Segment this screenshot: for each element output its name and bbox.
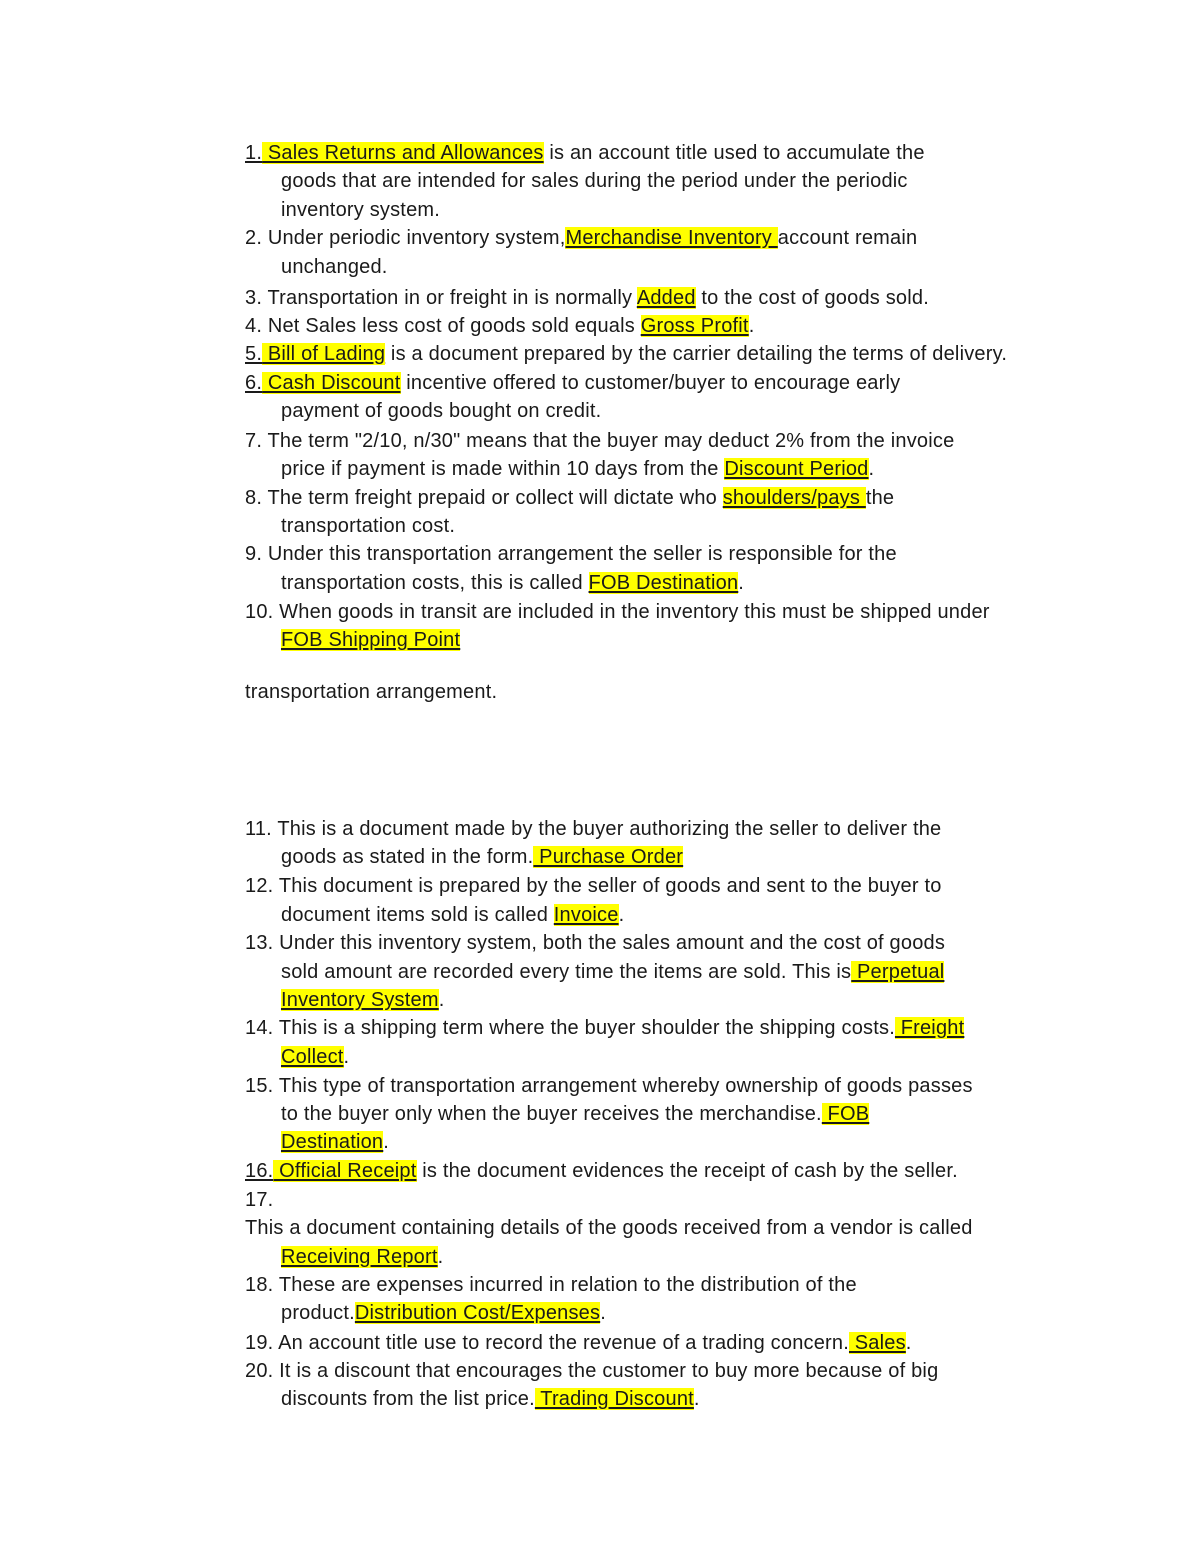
item-11-line-2 (281, 845, 683, 869)
item-15-line-3 (281, 1130, 389, 1154)
item-12-line-1 (245, 874, 942, 898)
answer-highlight: Bill of Lading (262, 343, 386, 365)
item-text: the (865, 487, 895, 509)
answer-highlight: Trading Discount (534, 1388, 694, 1410)
item-2-line-1 (245, 226, 917, 250)
item-17-line-3 (281, 1245, 443, 1269)
item-text: . (748, 315, 755, 337)
answer-highlight: Inventory System (281, 989, 439, 1011)
item-11-line-1 (245, 817, 941, 841)
answer-highlight: FOB Destination (588, 572, 739, 594)
item-text: Transportation in or freight in is normally (267, 287, 637, 309)
item-text: . (600, 1302, 606, 1324)
item-number: 9. (245, 543, 268, 565)
answer-highlight: FOB (821, 1103, 870, 1125)
answer-highlight: Purchase Order (533, 846, 684, 868)
item-9-line-2 (281, 571, 744, 595)
item-14-line-2 (281, 1045, 349, 1069)
item-text: . (438, 989, 445, 1011)
item-text: This is a document made by the buyer authorizing the seller to deliver the (277, 818, 942, 840)
item-13-line-2 (281, 960, 944, 984)
item-13-line-1 (245, 931, 945, 955)
item-number: 1. (245, 142, 263, 164)
item-text: goods as stated in the form. (281, 846, 534, 868)
item-text: . (693, 1388, 700, 1410)
item-text: to the buyer only when the buyer receives the merchandise. (281, 1103, 822, 1125)
item-number: 10. (245, 601, 280, 623)
item-3-line-1 (245, 286, 929, 310)
item-7-line-1 (245, 429, 954, 453)
item-text: It is a discount that encourages the customer to buy more because of big (279, 1360, 939, 1382)
item-text: This document is prepared by the seller of goods and sent to the buyer to (278, 875, 942, 897)
item-number: 8. (245, 487, 268, 509)
item-text: . (343, 1046, 350, 1068)
item-text: . (383, 1131, 390, 1153)
item-text: sold amount are recorded every time the items are sold. This is (281, 961, 852, 983)
item-text: . (738, 572, 745, 594)
item-1-line-3: inventory system. (281, 199, 441, 221)
item-8-line-1 (245, 486, 894, 510)
item-17-line-2: This a document containing details of the goods received from a vendor is called (245, 1217, 973, 1239)
item-text: is a document prepared by the carrier detailing the terms of delivery. (385, 343, 1008, 365)
item-text: When goods in transit are included in the inventory this must be shipped under (279, 601, 990, 623)
item-number: 6. (245, 372, 263, 394)
item-number: 12. (245, 875, 279, 897)
item-10-line-3: transportation arrangement. (245, 681, 498, 703)
answer-highlight: Sales Returns and Allowances (262, 142, 544, 164)
answer-highlight: Added (636, 287, 696, 309)
answer-highlight: Collect (281, 1046, 344, 1068)
item-6-line-1 (245, 371, 900, 395)
item-text: to the cost of goods sold. (695, 287, 929, 309)
item-8-line-2: transportation cost. (281, 515, 456, 537)
answer-highlight: Cash Discount (262, 372, 401, 394)
item-text: . (618, 904, 625, 926)
item-19-line-1 (245, 1331, 912, 1355)
item-10-line-2 (281, 628, 460, 652)
item-number: 14. (245, 1017, 279, 1039)
item-number: 18. (245, 1274, 279, 1296)
item-number: 13. (245, 932, 280, 954)
item-text: Under this transportation arrangement the seller is responsible for the (267, 543, 897, 565)
item-14-line-1 (245, 1016, 964, 1040)
item-text: These are expenses incurred in relation to the distribution of the (278, 1274, 857, 1296)
item-text: account remain (777, 227, 918, 249)
answer-highlight: Distribution Cost/Expenses (354, 1302, 601, 1324)
item-12-line-2 (281, 903, 624, 927)
answer-highlight: Merchandise Inventory (565, 227, 778, 249)
item-text: is an account title used to accumulate the (543, 142, 925, 164)
item-text: This type of transportation arrangement whereby ownership of goods passes (278, 1075, 973, 1097)
item-text: transportation costs, this is called (281, 572, 589, 594)
item-text: An account title use to record the revenue of a trading concern. (278, 1332, 849, 1354)
item-text: product. (281, 1302, 355, 1324)
item-text: is the document evidences the receipt of cash by the seller. (416, 1160, 958, 1182)
item-13-line-3 (281, 988, 444, 1012)
item-text: discounts from the list price. (281, 1388, 535, 1410)
item-6-line-2: payment of goods bought on credit. (281, 400, 602, 422)
item-number: 15. (245, 1075, 279, 1097)
item-text: document items sold is called (281, 904, 554, 926)
item-number: 11. (245, 818, 278, 840)
answer-highlight: Freight (894, 1017, 965, 1039)
item-number: 20. (245, 1360, 280, 1382)
item-1-line-2: goods that are intended for sales during the period under the periodic (281, 170, 908, 192)
item-text: This is a shipping term where the buyer shoulder the shipping costs. (278, 1017, 895, 1039)
answer-highlight: Invoice (553, 904, 619, 926)
item-number: 19. (245, 1332, 279, 1354)
item-text: Under periodic inventory system, (267, 227, 566, 249)
answer-highlight: Gross Profit (640, 315, 749, 337)
answer-highlight: Destination (281, 1131, 384, 1153)
item-number: 7. (245, 430, 268, 452)
item-number: 5. (245, 343, 263, 365)
item-text: price if payment is made within 10 days from the (281, 458, 725, 480)
item-15-line-1 (245, 1074, 973, 1098)
item-text: The term freight prepaid or collect will dictate who (267, 487, 723, 509)
item-20-line-1 (245, 1359, 938, 1383)
item-9-line-1 (245, 542, 897, 566)
item-text: Net Sales less cost of goods sold equals (267, 315, 641, 337)
item-number: 2. (245, 227, 268, 249)
item-text: incentive offered to customer/buyer to encourage early (400, 372, 901, 394)
item-7-line-2 (281, 457, 874, 481)
item-text: . (868, 458, 875, 480)
answer-highlight: Sales (848, 1332, 906, 1354)
item-18-line-2 (281, 1301, 606, 1325)
item-5-line-1 (245, 342, 1007, 366)
answer-highlight: shoulders/pays (722, 487, 866, 509)
item-1-line-1 (245, 141, 925, 165)
answer-highlight: Receiving Report (281, 1246, 438, 1268)
answer-highlight: FOB Shipping Point (281, 629, 461, 651)
item-15-line-2 (281, 1102, 869, 1126)
answer-highlight: Perpetual (851, 961, 945, 983)
item-17-line-1: 17. (245, 1189, 274, 1211)
item-2-line-2: unchanged. (281, 256, 388, 278)
item-text: Under this inventory system, both the sales amount and the cost of goods (279, 932, 946, 954)
item-10-line-1 (245, 600, 990, 624)
item-text: The term "2/10, n/30" means that the buyer may deduct 2% from the invoice (267, 430, 955, 452)
item-number: 16. (245, 1160, 274, 1182)
item-18-line-1 (245, 1273, 857, 1297)
answer-highlight: Discount Period (724, 458, 869, 480)
item-number: 3. (245, 287, 268, 309)
item-text: . (905, 1332, 912, 1354)
item-4-line-1 (245, 314, 754, 338)
item-16-line-1 (245, 1159, 958, 1183)
item-20-line-2 (281, 1387, 700, 1411)
item-number: 4. (245, 315, 268, 337)
item-text: . (437, 1246, 444, 1268)
answer-highlight: Official Receipt (273, 1160, 417, 1182)
